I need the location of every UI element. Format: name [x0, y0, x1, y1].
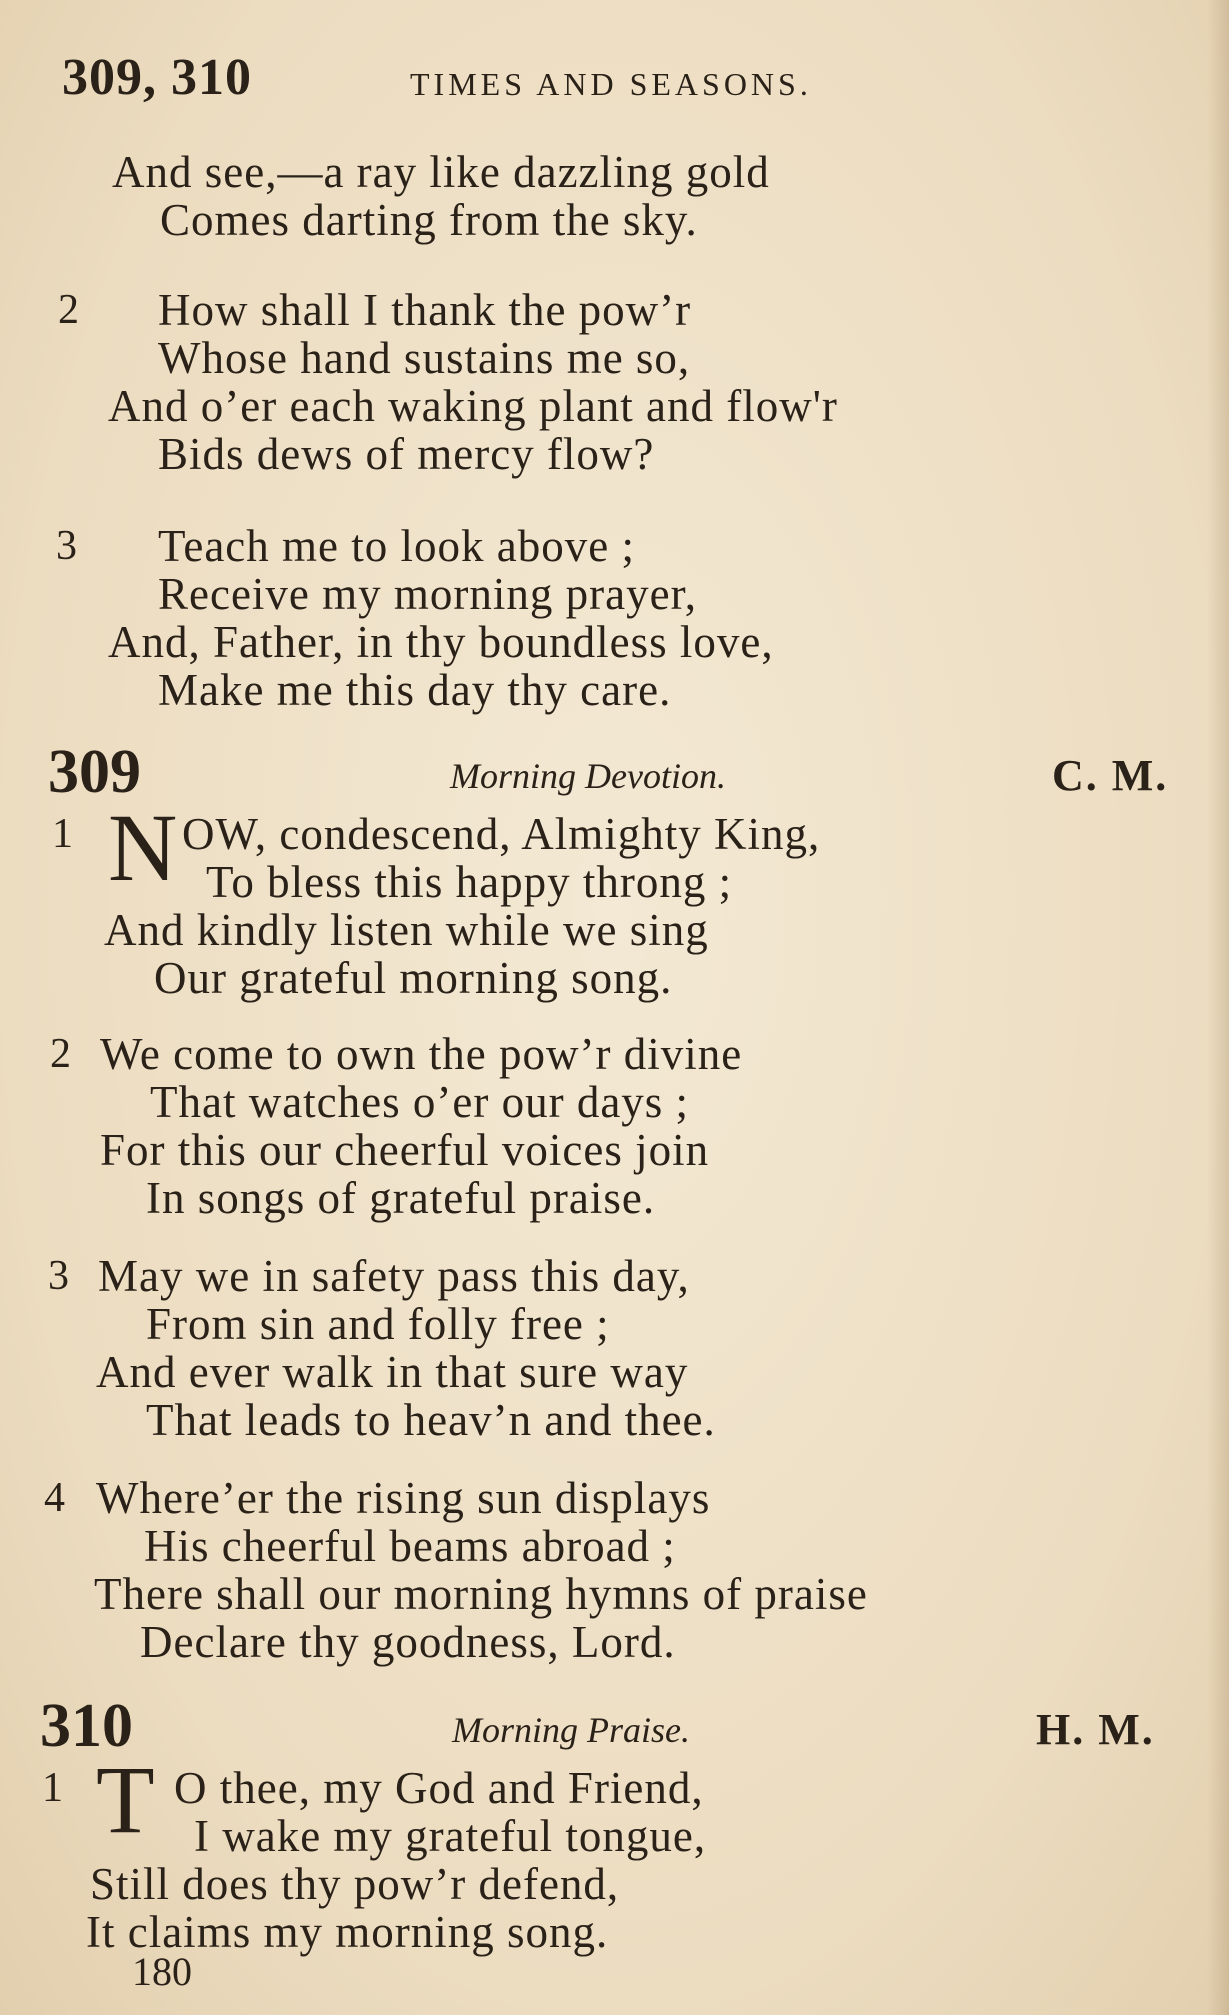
verse-line: May we in safety pass this day,: [98, 1251, 690, 1301]
running-head: [62, 48, 1162, 118]
stanza-number: 2: [50, 1031, 71, 1077]
verse-line: It claims my morning song.: [86, 1907, 609, 1957]
verse-line: Receive my morning prayer,: [158, 569, 698, 619]
verse-line: OW, condescend, Almighty King,: [182, 809, 821, 859]
hymn-309-header: [0, 740, 1229, 810]
verse-line: O thee, my God and Friend,: [174, 1763, 704, 1813]
hymn-number: 310: [40, 1692, 133, 1760]
drop-cap-initial: T: [96, 1746, 155, 1853]
verse-line: His cheerful beams abroad ;: [144, 1521, 676, 1571]
verse-line: And see,—a ray like dazzling gold: [112, 147, 770, 197]
stanza-number: 2: [58, 287, 79, 333]
verse-line: And, Father, in thy boundless love,: [108, 617, 774, 667]
stanza-number: 1: [42, 1765, 63, 1811]
hymn-title: Morning Praise.: [452, 1710, 690, 1750]
running-head-hymn-numbers: 309, 310: [62, 49, 252, 106]
verse-line: Teach me to look above ;: [158, 521, 635, 571]
hymn-310-header: [0, 1694, 1229, 1764]
verse-line: Declare thy goodness, Lord.: [140, 1617, 676, 1667]
page-number: 180: [132, 1949, 192, 1994]
verse-line: How shall I thank the pow’r: [158, 285, 692, 335]
verse-line: That watches o’er our days ;: [150, 1077, 690, 1127]
drop-cap-initial: N: [108, 794, 178, 901]
stanza-number: 1: [52, 811, 73, 857]
verse-line: And ever walk in that sure way: [96, 1347, 689, 1397]
verse-line: Bids dews of mercy flow?: [158, 429, 655, 479]
stanza-number: 3: [56, 523, 77, 569]
verse-line: We come to own the pow’r divine: [100, 1029, 743, 1079]
verse-line: For this our cheerful voices join: [100, 1125, 710, 1175]
verse-line: I wake my grateful tongue,: [194, 1811, 707, 1861]
hymn-meter: H. M.: [1036, 1705, 1155, 1754]
stanza-number: 3: [48, 1253, 69, 1299]
verse-line: Whose hand sustains me so,: [158, 333, 691, 383]
verse-line: There shall our morning hymns of praise: [94, 1569, 868, 1619]
verse-line: Our grateful morning song.: [154, 953, 673, 1003]
hymn-title: Morning Devotion.: [450, 756, 726, 796]
verse-line: To bless this happy throng ;: [206, 857, 733, 907]
verse-line: Comes darting from the sky.: [160, 195, 698, 245]
verse-line: In songs of grateful praise.: [146, 1173, 656, 1223]
verse-line: And o’er each waking plant and flow'r: [108, 381, 838, 431]
hymn-number: 309: [48, 738, 141, 806]
running-head-section-title: TIMES AND SEASONS.: [410, 66, 812, 102]
hymn-meter: C. M.: [1052, 751, 1169, 800]
verse-line: From sin and folly free ;: [146, 1299, 610, 1349]
verse-line: That leads to heav’n and thee.: [146, 1395, 716, 1445]
stanza-number: 4: [44, 1475, 65, 1521]
verse-line: Where’er the rising sun displays: [96, 1473, 711, 1523]
verse-line: Make me this day thy care.: [158, 665, 672, 715]
verse-line: And kindly listen while we sing: [104, 905, 709, 955]
verse-line: Still does thy pow’r defend,: [90, 1859, 620, 1909]
